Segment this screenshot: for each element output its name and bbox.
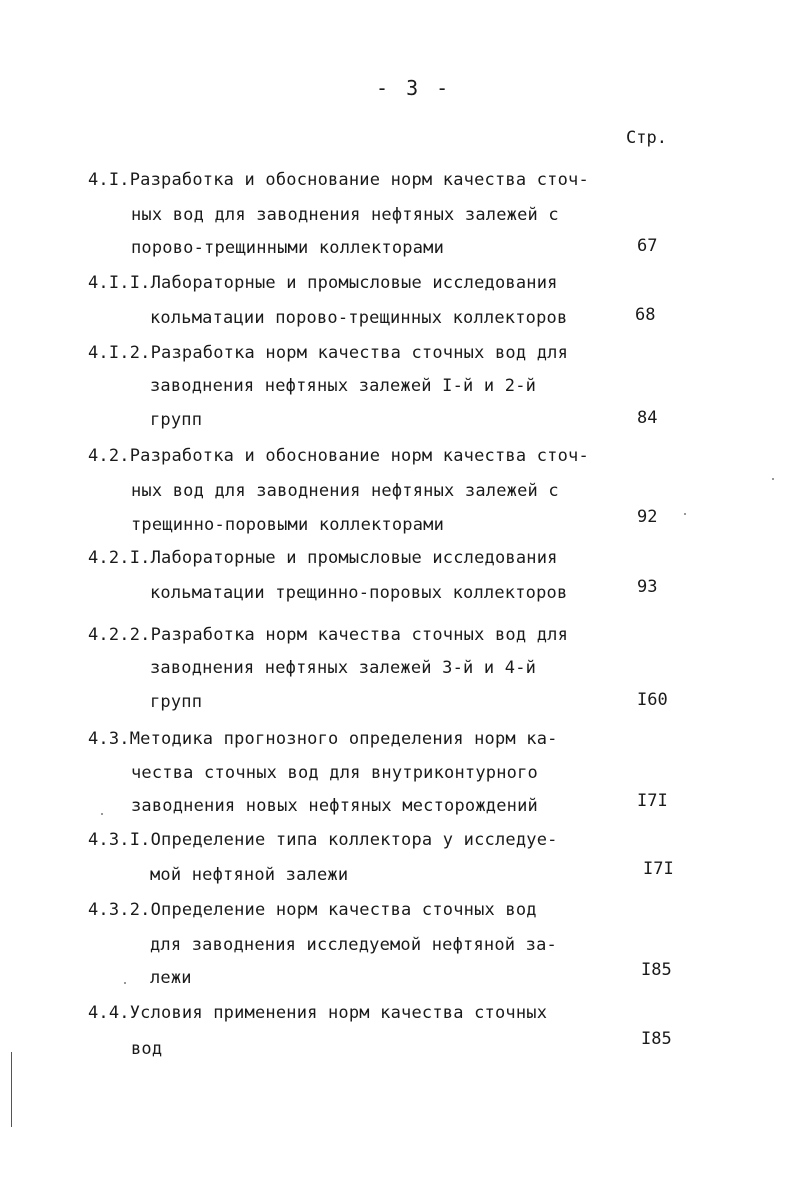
toc-entry-line: 4.I.2.Разработка норм качества сточных вод для: [88, 343, 569, 363]
toc-entry-line: заводнения нефтяных залежей 3-й и 4-й: [150, 658, 537, 678]
toc-entry-line: заводнения новых нефтяных месторождений: [131, 796, 538, 816]
toc-entry-page: I85: [641, 960, 672, 980]
scan-margin-line: [11, 1052, 12, 1127]
toc-entry-page: I60: [637, 690, 668, 710]
toc-entry-line: ных вод для заводнения нефтяных залежей с: [131, 205, 559, 225]
toc-entry-line: чества сточных вод для внутриконтурного: [131, 763, 538, 783]
toc-entry-page: I85: [641, 1029, 672, 1049]
toc-entry-line: 4.2.Разработка и обоснование норм качества сточ-: [88, 446, 589, 466]
page-column-header: Стр.: [626, 128, 667, 148]
toc-entry-page: 92: [637, 507, 658, 527]
toc-entry-page: I7I: [637, 791, 668, 811]
toc-entry-line: заводнения нефтяных залежей I-й и 2-й: [150, 376, 537, 396]
toc-entry-line: лежи: [150, 968, 192, 988]
toc-entry-line: 4.I.Разработка и обоснование норм качества сточ-: [88, 170, 589, 190]
toc-entry-page: 67: [637, 236, 658, 256]
toc-entry-line: 4.I.I.Лабораторные и промысловые исследования: [88, 273, 558, 293]
scan-speck: [124, 982, 126, 984]
toc-entry-page: 68: [635, 305, 656, 325]
toc-entry-line: 4.2.2.Разработка норм качества сточных вод для: [88, 625, 569, 645]
toc-entry-line: порово-трещинными коллекторами: [131, 238, 445, 258]
toc-entry-line: групп: [150, 692, 203, 712]
toc-entry-line: ных вод для заводнения нефтяных залежей с: [131, 481, 559, 501]
scan-speck: [684, 513, 686, 515]
toc-entry-line: для заводнения исследуемой нефтяной за-: [150, 935, 557, 955]
scan-speck: [772, 478, 774, 480]
toc-entry-line: вод: [131, 1039, 163, 1059]
toc-entry-line: 4.3.Методика прогнозного определения норм ка-: [88, 729, 558, 749]
scan-speck: [101, 813, 103, 815]
toc-entry-line: 4.4.Условия применения норм качества сточных: [88, 1003, 548, 1023]
toc-entry-line: 4.3.I.Определение типа коллектора у исследуе-: [88, 830, 558, 850]
toc-entry-line: 4.2.I.Лабораторные и промысловые исследования: [88, 548, 558, 568]
toc-entry-page: 84: [637, 408, 658, 428]
toc-entry-line: групп: [150, 410, 203, 430]
toc-entry-line: кольматации трещинно-поровых коллекторов: [150, 583, 568, 603]
toc-entry-page: 93: [637, 577, 658, 597]
toc-entry-page: I7I: [643, 859, 674, 879]
toc-entry-line: трещинно-поровыми коллекторами: [131, 515, 445, 535]
page-number: - 3 -: [376, 76, 452, 100]
toc-entry-line: мой нефтяной залежи: [150, 865, 349, 885]
toc-entry-line: кольматации порово-трещинных коллекторов: [150, 308, 568, 328]
toc-entry-line: 4.3.2.Определение норм качества сточных вод: [88, 900, 537, 920]
